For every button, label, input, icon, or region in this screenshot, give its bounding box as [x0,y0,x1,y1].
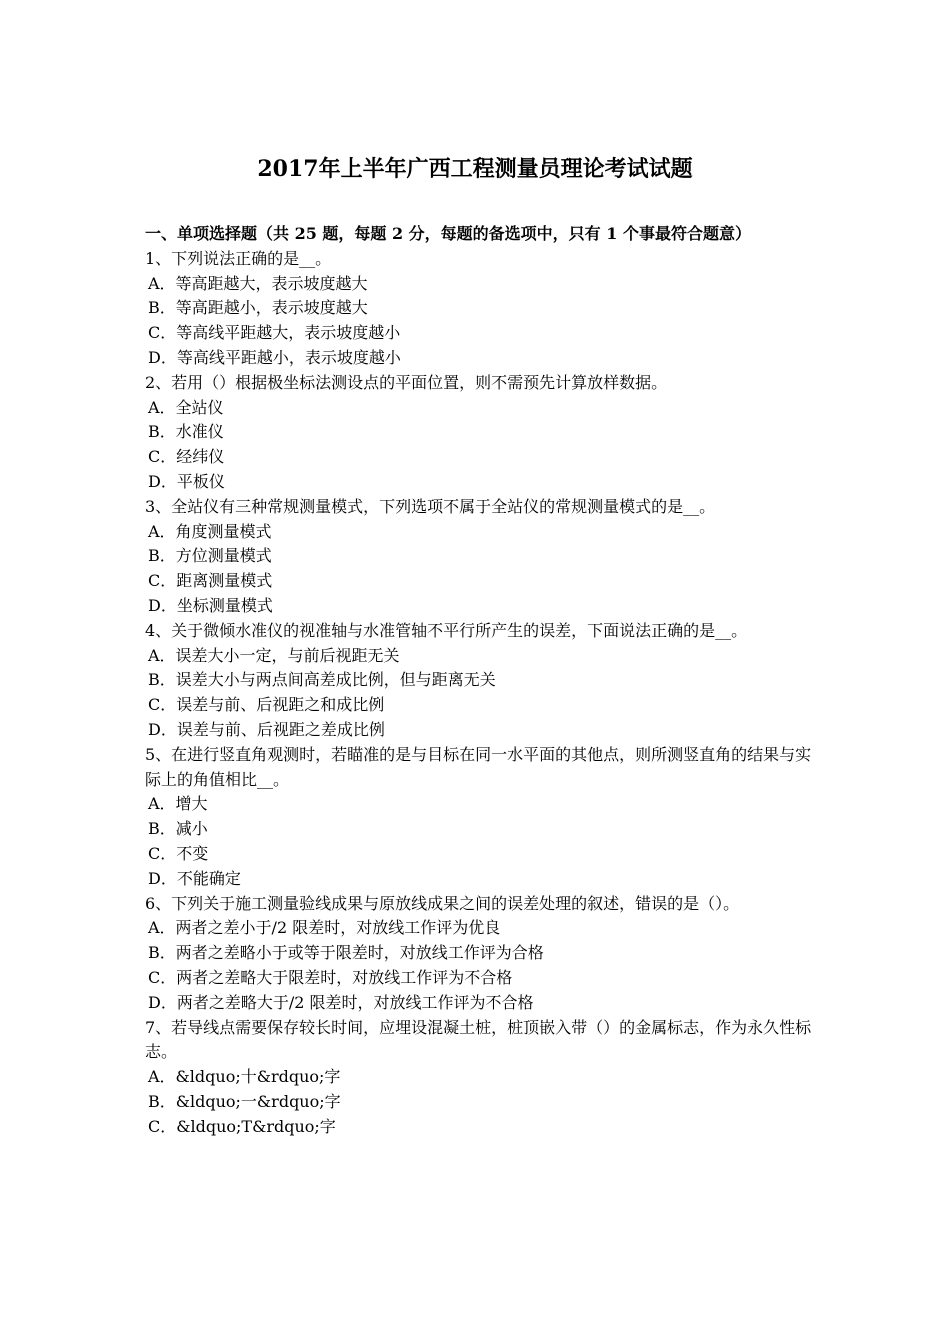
question-stem: 7、若导线点需要保存较长时间，应埋设混凝土桩，桩顶嵌入带（）的金属标志，作为永久性标志。 [145,1017,812,1062]
option-c: C．不变 [148,843,209,863]
option-a: A．&ldquo;十&rdquo;字 [148,1067,341,1087]
question-stem: 4、关于微倾水准仪的视准轴与水准管轴不平行所产生的误差，下面说法正确的是__。 [145,620,748,640]
option-a: A．角度测量模式 [148,521,272,541]
question-stem: 6、下列关于施工测量验线成果与原放线成果之间的误差处理的叙述，错误的是（）。 [145,893,740,913]
option-d: D．两者之差略大于/2 限差时，对放线工作评为不合格 [148,992,534,1012]
option-c: C．经纬仪 [148,447,225,467]
option-c: C．等高线平距越大，表示坡度越小 [148,323,401,343]
option-b: B．&ldquo;一&rdquo;字 [148,1091,341,1111]
option-c: C．距离测量模式 [148,571,273,591]
question-4 [145,619,825,743]
question-stem: 3、全站仪有三种常规测量模式，下列选项不属于全站仪的常规测量模式的是__。 [145,496,716,516]
option-a: A．两者之差小于/2 限差时，对放线工作评为优良 [148,918,501,938]
question-7 [145,1016,825,1140]
option-d: D．等高线平距越小，表示坡度越小 [148,347,401,367]
question-5 [145,743,825,892]
document-body [145,222,825,1139]
option-a: A．全站仪 [148,397,224,417]
question-3 [145,495,825,619]
option-b: B．等高距越小，表示坡度越大 [148,298,368,318]
option-d: D．不能确定 [148,868,241,888]
option-d: D．坐标测量模式 [148,595,273,615]
option-d: D．误差与前、后视距之差成比例 [148,719,385,739]
option-b: B．方位测量模式 [148,546,272,566]
option-b: B．减小 [148,819,208,839]
question-stem: 1、下列说法正确的是__。 [145,248,332,268]
question-stem: 5、在进行竖直角观测时，若瞄准的是与目标在同一水平面的其他点，则所测竖直角的结果与实际上的角值相比__。 [145,744,812,789]
option-c: C．两者之差略大于限差时，对放线工作评为不合格 [148,967,513,987]
option-b: B．水准仪 [148,422,224,442]
option-a: A．误差大小一定，与前后视距无关 [148,645,400,665]
section-header: 一、单项选择题（共 25 题，每题 2 分，每题的备选项中，只有 1 个事最符合题意） [145,224,751,243]
question-6 [145,892,825,1016]
question-2 [145,371,825,495]
option-a: A．增大 [148,794,208,814]
question-stem: 2、若用（）根据极坐标法测设点的平面位置，则不需预先计算放样数据。 [145,372,668,392]
option-a: A．等高距越大，表示坡度越大 [148,273,368,293]
option-b: B．两者之差略小于或等于限差时，对放线工作评为合格 [148,943,544,963]
option-c: C．误差与前、后视距之和成比例 [148,695,385,715]
question-1 [145,247,825,371]
option-c: C．&ldquo;T&rdquo;字 [148,1116,336,1136]
option-b: B．误差大小与两点间高差成比例，但与距离无关 [148,670,496,690]
document-title: 2017年上半年广西工程测量员理论考试试题 [257,156,693,182]
option-d: D．平板仪 [148,471,225,491]
